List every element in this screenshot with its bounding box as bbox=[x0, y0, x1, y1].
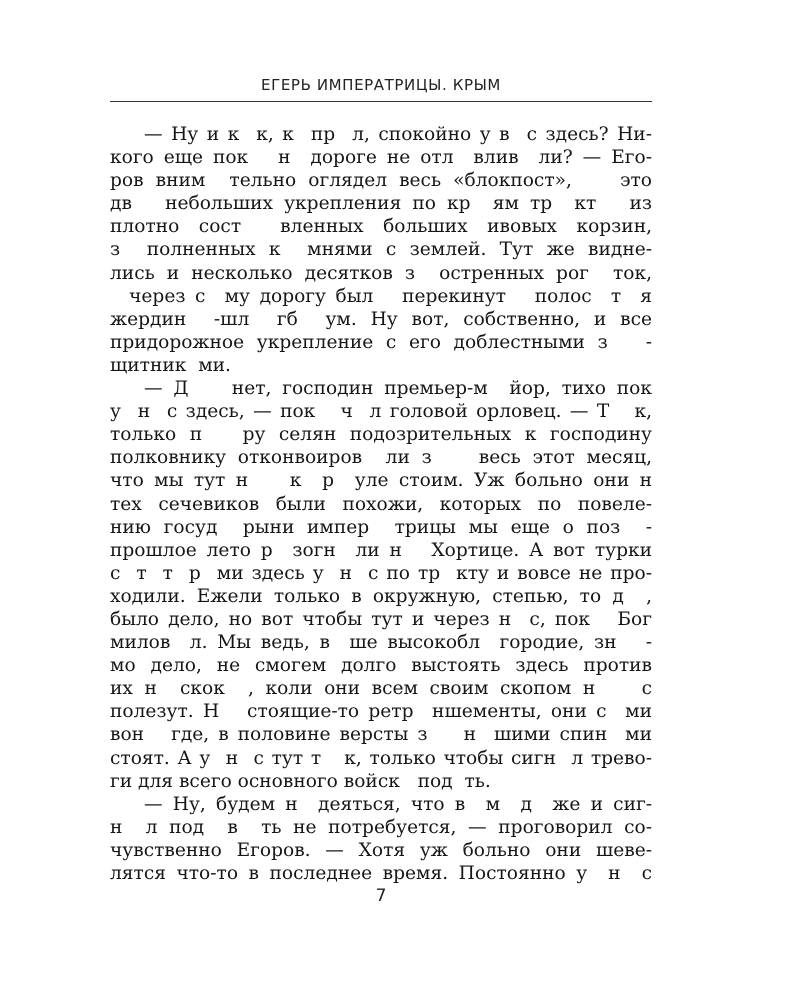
text-line: плотно сост вленных больших ивовых корзин, bbox=[110, 216, 652, 238]
body-text bbox=[110, 123, 652, 885]
text-line: придорожное укрепление с его доблестными з - bbox=[110, 331, 652, 353]
text-line: жердин -шл гб ум. Ну вот, собственно, и все bbox=[110, 308, 652, 330]
text-line: мо дело, не смогем долго выстоять здесь против bbox=[110, 655, 652, 677]
text-line: было дело, но вот чтобы тут и через н с, пок Бог bbox=[110, 608, 652, 630]
text-line: прошлое лето р зогн ли н Хортице. А вот турки bbox=[110, 539, 652, 561]
text-line: их н скок , коли они всем своим скопом н с bbox=[110, 678, 652, 700]
text-line: ходили. Ежели только в окружную, степью, то д , bbox=[110, 585, 652, 607]
text-line: ги для всего основного войск под ть. bbox=[110, 770, 491, 792]
text-line: н л под в ть не потребуется, — проговорил со- bbox=[110, 816, 652, 838]
text-line: кого еще пок н дороге не отл влив ли? — Его- bbox=[110, 147, 652, 169]
text-line: стоят. А у н с тут т к, только чтобы сигн л трево- bbox=[110, 747, 652, 769]
text-line: з полненных к мнями с землей. Тут же видне- bbox=[110, 239, 652, 261]
text-line: милов л. Мы ведь, в ше высокобл городие, зн - bbox=[110, 632, 652, 654]
text-line: полезут. Н стоящие-то ретр ншементы, они с ми bbox=[110, 701, 652, 723]
page-number: 7 bbox=[375, 886, 387, 906]
text-line: с т т р ми здесь у н с по тр кту и вовсе не про- bbox=[110, 562, 652, 584]
text-line: — Ну, будем н деяться, что в м д же и сиг- bbox=[144, 793, 652, 815]
text-line: — Ну и к к, к пр л, спокойно у в с здесь? Ни- bbox=[144, 124, 652, 145]
text-line: ров вним тельно оглядел весь «блокпост», это bbox=[110, 170, 652, 192]
text-line: нию госуд рыни импер трицы мы еще о поз - bbox=[110, 516, 652, 538]
text-line: тех сечевиков были похожи, которых по повеле- bbox=[110, 493, 652, 515]
text-line: у н с здесь, — пок ч л головой орловец. — Т к, bbox=[110, 401, 652, 423]
text-line: лись и несколько десятков з остренных рог ток, bbox=[110, 262, 652, 284]
text-line: — Д нет, господин премьер-м йор, тихо пок bbox=[144, 378, 652, 400]
text-line: через с му дорогу был перекинут полос т я bbox=[110, 285, 652, 307]
text-line: только п ру селян подозрительных к господину bbox=[110, 424, 652, 446]
text-line: полковнику отконвоиров ли з весь этот месяц, bbox=[110, 447, 652, 469]
running-header: ЕГЕРЬ ИМПЕРАТРИЦЫ. КРЫМ bbox=[261, 76, 501, 94]
text-line: щитник ми. bbox=[110, 354, 231, 376]
text-line: что мы тут н к р уле стоим. Уж больно они н bbox=[110, 470, 652, 492]
header-rule bbox=[110, 101, 652, 102]
text-line: чувственно Егоров. — Хотя уж больно они шеве- bbox=[110, 839, 652, 861]
text-line: вон где, в половине версты з н шими спин ми bbox=[110, 724, 652, 746]
text-line: лятся что-то в последнее время. Постоянно у н с bbox=[110, 863, 652, 884]
text-line: дв небольших укрепления по кр ям тр кт из bbox=[110, 193, 652, 215]
